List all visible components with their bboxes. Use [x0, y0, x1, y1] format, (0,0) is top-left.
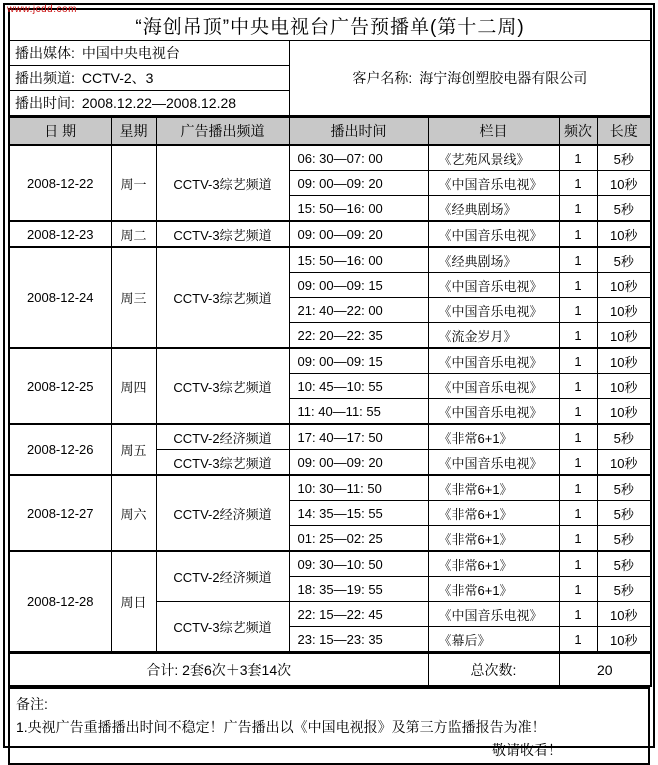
column-header-length: 长度: [597, 117, 651, 146]
column-header-time: 播出时间: [289, 117, 428, 146]
client-name-field: [289, 41, 651, 117]
length-cell: 10秒: [597, 399, 651, 425]
schedule-document-table: [8, 8, 652, 687]
time-cell: 01: 25—02: 25: [289, 526, 428, 552]
program-cell: 《非常6+1》: [428, 475, 559, 501]
time-cell: 11: 40—11: 55: [289, 399, 428, 425]
time-cell: 17: 40—17: 50: [289, 424, 428, 450]
channel-cell: CCTV-3综艺频道: [156, 348, 289, 424]
length-cell: 5秒: [597, 424, 651, 450]
table-header-row: [9, 117, 651, 146]
length-cell: 5秒: [597, 196, 651, 222]
broadcast-media-value: 中国中央电视台: [81, 45, 180, 61]
program-cell: 《流金岁月》: [428, 323, 559, 349]
time-cell: 22: 15—22: 45: [289, 602, 428, 627]
schedule-row: [9, 247, 651, 273]
remarks-line1: 1.央视广告重播播出时间不稳定！广告播出以《中国电视报》及第三方监播报告为准！: [16, 719, 546, 735]
length-cell: 10秒: [597, 221, 651, 247]
time-cell: 09: 00—09: 15: [289, 273, 428, 298]
length-cell: 10秒: [597, 298, 651, 323]
channel-cell: CCTV-3综艺频道: [156, 145, 289, 221]
channel-cell: CCTV-3综艺频道: [156, 450, 289, 476]
total-summary: 合计: 2套6次＋3套14次: [9, 653, 428, 687]
length-cell: 10秒: [597, 374, 651, 399]
frequency-cell: 1: [559, 374, 597, 399]
program-cell: 《中国音乐电视》: [428, 399, 559, 425]
remarks-section: [8, 687, 650, 765]
frequency-cell: 1: [559, 577, 597, 602]
weekday-cell: 周三: [111, 247, 156, 348]
frequency-cell: 1: [559, 196, 597, 222]
weekday-cell: 周五: [111, 424, 156, 475]
broadcast-time-value: 2008.12.22—2008.12.28: [81, 95, 237, 111]
program-cell: 《中国音乐电视》: [428, 450, 559, 476]
document-head: [9, 9, 651, 145]
time-cell: 15: 50—16: 00: [289, 247, 428, 273]
weekday-cell: 周二: [111, 221, 156, 247]
remarks-line2: 敬请收看！: [492, 742, 562, 758]
frequency-cell: 1: [559, 627, 597, 653]
weekday-cell: 周日: [111, 551, 156, 653]
program-cell: 《中国音乐电视》: [428, 348, 559, 374]
program-cell: 《中国音乐电视》: [428, 298, 559, 323]
program-cell: 《中国音乐电视》: [428, 171, 559, 196]
schedule-row: [9, 221, 651, 247]
program-cell: 《中国音乐电视》: [428, 374, 559, 399]
time-cell: 10: 45—10: 55: [289, 374, 428, 399]
program-cell: 《中国音乐电视》: [428, 221, 559, 247]
length-cell: 10秒: [597, 171, 651, 196]
column-header-program: 栏目: [428, 117, 559, 146]
schedule-body: [9, 145, 651, 653]
broadcast-media-field: [9, 41, 289, 66]
column-header-channel: 广告播出频道: [156, 117, 289, 146]
program-cell: 《非常6+1》: [428, 577, 559, 602]
length-cell: 5秒: [597, 577, 651, 602]
frequency-cell: 1: [559, 145, 597, 171]
frequency-cell: 1: [559, 323, 597, 349]
program-cell: 《中国音乐电视》: [428, 602, 559, 627]
frequency-cell: 1: [559, 399, 597, 425]
broadcast-channel-field: [9, 66, 289, 91]
schedule-row: [9, 145, 651, 171]
weekday-cell: 周六: [111, 475, 156, 551]
schedule-row: [9, 551, 651, 577]
broadcast-time-label: 播出时间:: [15, 95, 75, 111]
time-cell: 09: 30—10: 50: [289, 551, 428, 577]
length-cell: 10秒: [597, 273, 651, 298]
frequency-cell: 1: [559, 450, 597, 476]
frequency-cell: 1: [559, 602, 597, 627]
length-cell: 5秒: [597, 551, 651, 577]
length-cell: 5秒: [597, 526, 651, 552]
broadcast-media-label: 播出媒体:: [15, 45, 75, 61]
channel-cell: CCTV-2经济频道: [156, 475, 289, 551]
frequency-cell: 1: [559, 171, 597, 196]
time-cell: 09: 00—09: 20: [289, 171, 428, 196]
date-cell: 2008-12-27: [9, 475, 111, 551]
column-header-date: 日 期: [9, 117, 111, 146]
date-cell: 2008-12-23: [9, 221, 111, 247]
frequency-cell: 1: [559, 551, 597, 577]
frequency-cell: 1: [559, 273, 597, 298]
frequency-cell: 1: [559, 298, 597, 323]
frequency-cell: 1: [559, 526, 597, 552]
schedule-row: [9, 475, 651, 501]
length-cell: 5秒: [597, 247, 651, 273]
time-cell: 09: 00—09: 15: [289, 348, 428, 374]
broadcast-channel-label: 播出频道:: [15, 70, 75, 86]
length-cell: 10秒: [597, 323, 651, 349]
total-row: [9, 653, 651, 687]
watermark-text: www.jcdd.com: [7, 4, 77, 15]
frequency-cell: 1: [559, 475, 597, 501]
time-cell: 15: 50—16: 00: [289, 196, 428, 222]
date-cell: 2008-12-26: [9, 424, 111, 475]
length-cell: 10秒: [597, 348, 651, 374]
length-cell: 5秒: [597, 145, 651, 171]
schedule-row: [9, 348, 651, 374]
length-cell: 10秒: [597, 450, 651, 476]
program-cell: 《中国音乐电视》: [428, 273, 559, 298]
total-count-label: 总次数:: [428, 653, 559, 687]
program-cell: 《非常6+1》: [428, 526, 559, 552]
program-cell: 《艺苑风景线》: [428, 145, 559, 171]
date-cell: 2008-12-28: [9, 551, 111, 653]
frequency-cell: 1: [559, 221, 597, 247]
remarks-label: 备注:: [16, 696, 48, 712]
length-cell: 5秒: [597, 501, 651, 526]
time-cell: 21: 40—22: 00: [289, 298, 428, 323]
length-cell: 5秒: [597, 475, 651, 501]
time-cell: 22: 20—22: 35: [289, 323, 428, 349]
client-name-label: 客户名称:: [352, 70, 413, 86]
frequency-cell: 1: [559, 424, 597, 450]
channel-cell: CCTV-2经济频道: [156, 551, 289, 602]
program-cell: 《经典剧场》: [428, 247, 559, 273]
schedule-row: [9, 424, 651, 450]
program-cell: 《经典剧场》: [428, 196, 559, 222]
page-title: “海创吊顶”中央电视台广告预播单(第十二周): [9, 9, 651, 41]
weekday-cell: 周四: [111, 348, 156, 424]
date-cell: 2008-12-25: [9, 348, 111, 424]
time-cell: 09: 00—09: 20: [289, 450, 428, 476]
column-header-frequency: 频次: [559, 117, 597, 146]
channel-cell: CCTV-2经济频道: [156, 424, 289, 450]
document-foot: [9, 653, 651, 687]
channel-cell: CCTV-3综艺频道: [156, 602, 289, 653]
date-cell: 2008-12-24: [9, 247, 111, 348]
document-page: [3, 3, 655, 758]
time-cell: 23: 15—23: 35: [289, 627, 428, 653]
time-cell: 18: 35—19: 55: [289, 577, 428, 602]
program-cell: 《非常6+1》: [428, 501, 559, 526]
total-count-value: 20: [559, 653, 651, 687]
frequency-cell: 1: [559, 247, 597, 273]
frequency-cell: 1: [559, 348, 597, 374]
program-cell: 《非常6+1》: [428, 551, 559, 577]
channel-cell: CCTV-3综艺频道: [156, 221, 289, 247]
time-cell: 14: 35—15: 55: [289, 501, 428, 526]
time-cell: 10: 30—11: 50: [289, 475, 428, 501]
broadcast-channel-value: CCTV-2、3: [81, 70, 154, 86]
program-cell: 《幕后》: [428, 627, 559, 653]
length-cell: 10秒: [597, 627, 651, 653]
client-name-value: 海宁海创塑胶电器有限公司: [419, 70, 588, 86]
column-header-weekday: 星期: [111, 117, 156, 146]
broadcast-time-field: [9, 91, 289, 117]
program-cell: 《非常6+1》: [428, 424, 559, 450]
time-cell: 06: 30—07: 00: [289, 145, 428, 171]
date-cell: 2008-12-22: [9, 145, 111, 221]
length-cell: 10秒: [597, 602, 651, 627]
frequency-cell: 1: [559, 501, 597, 526]
channel-cell: CCTV-3综艺频道: [156, 247, 289, 348]
weekday-cell: 周一: [111, 145, 156, 221]
time-cell: 09: 00—09: 20: [289, 221, 428, 247]
